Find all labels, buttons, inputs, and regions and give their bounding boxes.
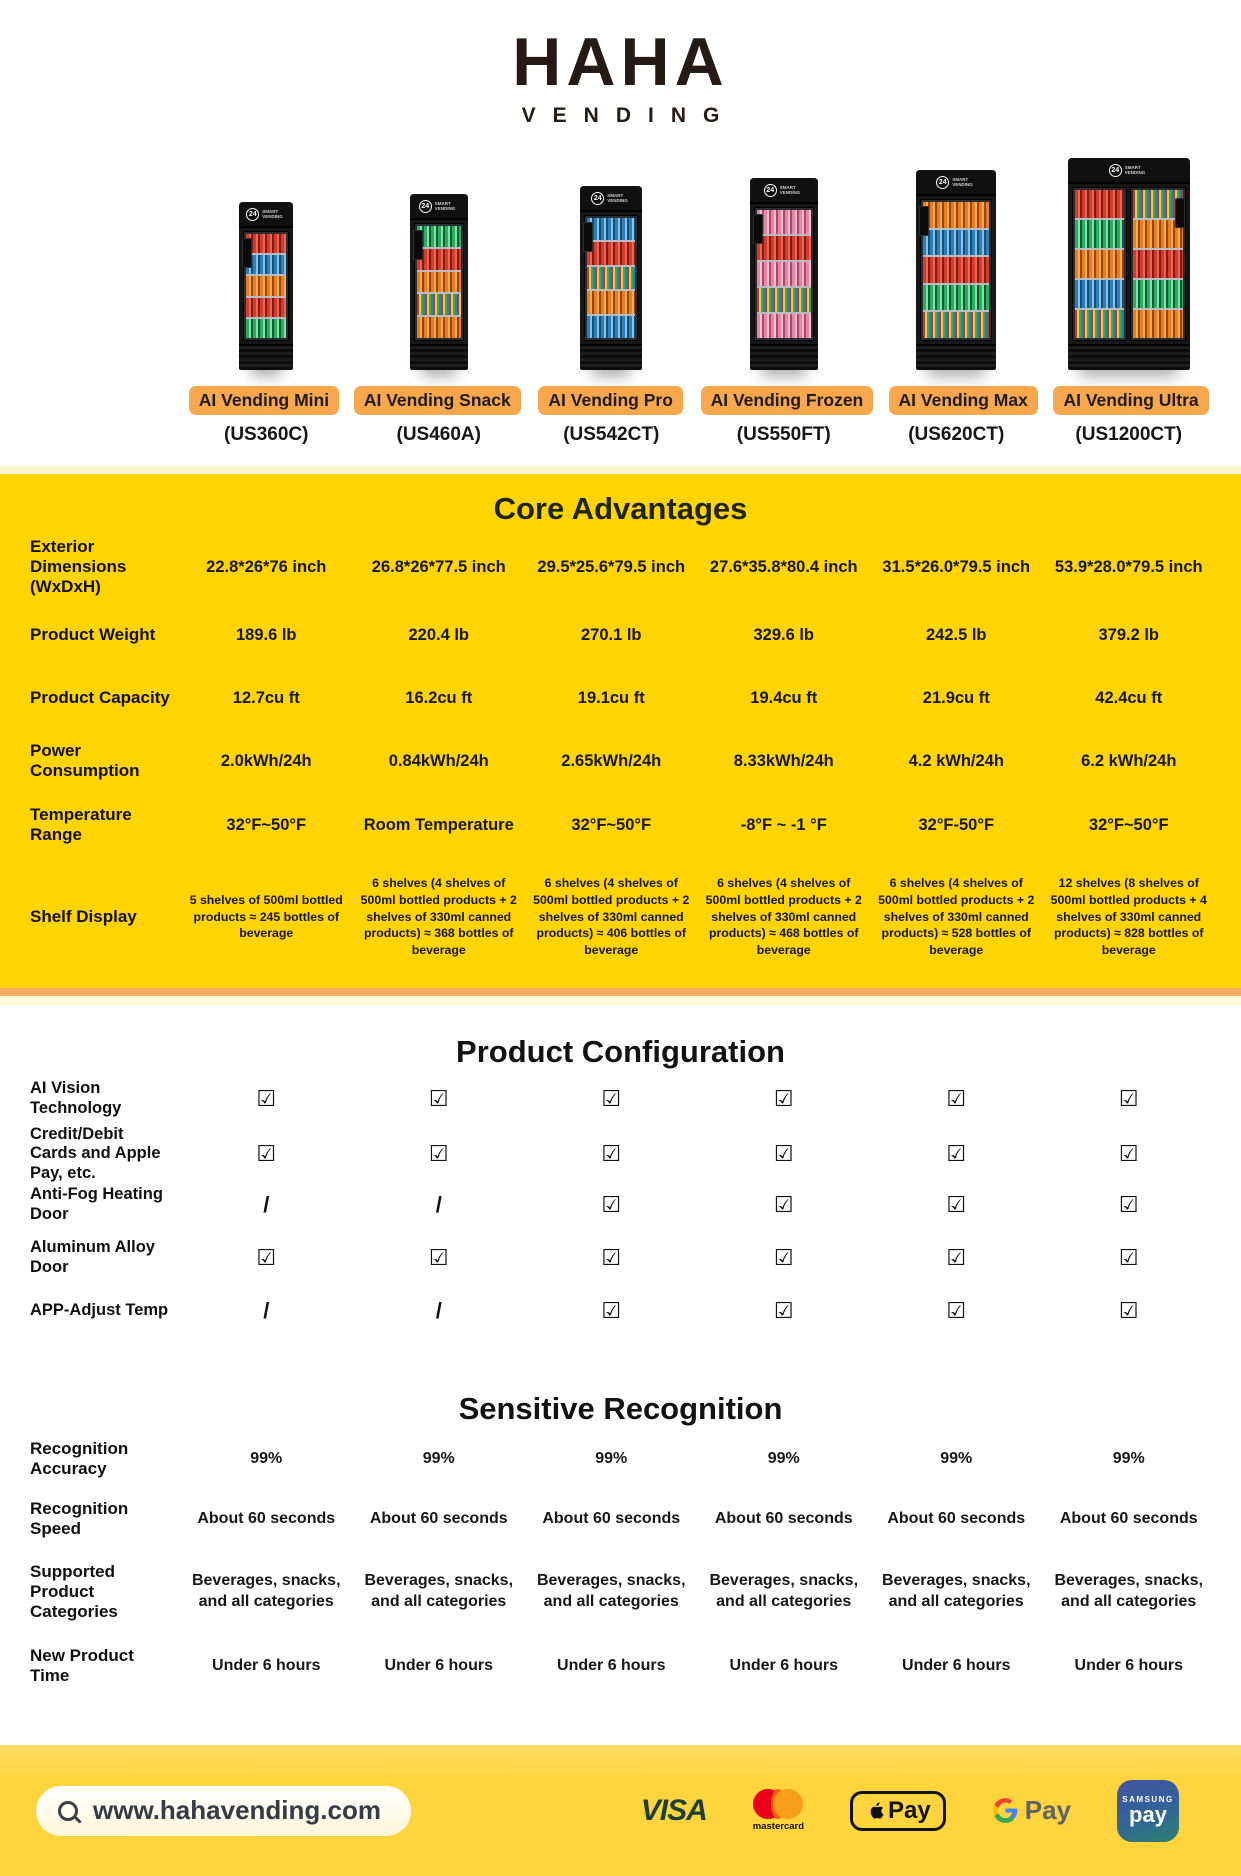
checkbox-checked-icon: ☑ [946, 1085, 967, 1111]
not-available-slash: / [263, 1297, 270, 1323]
row-label: Supported Product Categories [30, 1561, 118, 1622]
vending-machine-frozen-image [750, 178, 818, 370]
machine-screen [1175, 198, 1185, 228]
brand-logo-subtext: VENDING [521, 104, 737, 127]
product-names-row [0, 386, 1241, 415]
spec-value: 26.8*26*77.5 inch [371, 557, 506, 576]
not-available-slash: / [263, 1191, 270, 1217]
row-label: Anti-Fog Heating Door [30, 1185, 163, 1223]
machine-base [239, 344, 293, 370]
checkbox-checked-icon: ☑ [428, 1244, 449, 1270]
machine-screen [919, 206, 929, 236]
machine-base [916, 344, 996, 370]
spec-value: 6 shelves (4 shelves of 500ml bottled products + 2 shelves of 330ml canned products) ≈ 406 bottles of beverage [533, 875, 690, 958]
shelf-products [1133, 250, 1183, 280]
checkbox-checked-icon: ☑ [1118, 1244, 1139, 1270]
machines-row [0, 128, 1241, 370]
spec-value: 270.1 lb [580, 625, 642, 644]
shelf-products [246, 298, 286, 319]
spec-value: 99% [767, 1450, 800, 1467]
product-model: (US460A) [396, 424, 481, 445]
spec-value: 220.4 lb [408, 625, 470, 644]
shelf-products [1075, 220, 1125, 250]
vending-machine-ultra-image [1068, 158, 1190, 370]
product-configuration-title: Product Configuration [456, 1034, 785, 1069]
product-configuration-section [0, 1032, 1241, 1337]
spec-value: 329.6 lb [753, 625, 815, 644]
spec-value: 12.7cu ft [232, 688, 300, 707]
spec-value: 242.5 lb [925, 625, 987, 644]
shelf-products [1075, 280, 1125, 310]
spec-value: 12 shelves (8 shelves of 500ml bottled products + 4 shelves of 330ml canned products) ≈ 828 bottles of beverage [1050, 875, 1207, 958]
badge-text: SMART VENDING [779, 184, 801, 195]
shelf-products [1133, 280, 1183, 310]
spec-value: Under 6 hours [729, 1657, 838, 1674]
spec-value: 27.6*35.8*80.4 inch [709, 557, 858, 576]
spec-value: About 60 seconds [887, 1510, 1026, 1527]
product-name-max: AI Vending Max [889, 386, 1038, 415]
row-label: Recognition Speed [30, 1498, 129, 1538]
not-available-slash: / [435, 1297, 442, 1323]
payment-logos [641, 1780, 1179, 1842]
row-label: Product Weight [30, 624, 156, 644]
product-models-row [0, 424, 1241, 446]
24h-badge-icon: 24 [936, 176, 949, 189]
config-row-aluminum-door [0, 1231, 1241, 1284]
badge-text: SMART VENDING [262, 208, 283, 219]
google-pay-logo [992, 1795, 1071, 1826]
spec-value: About 60 seconds [197, 1510, 336, 1527]
spec-value: 42.4cu ft [1095, 688, 1163, 707]
apple-pay-logo [850, 1791, 946, 1831]
not-available-slash: / [435, 1191, 442, 1217]
machine-glass [754, 207, 814, 341]
apple-pay-text: Pay [888, 1796, 931, 1824]
checkbox-checked-icon: ☑ [946, 1191, 967, 1217]
spec-value: Beverages, snacks, and all categories [881, 1572, 1031, 1610]
machine-base [410, 344, 468, 370]
config-row-cards [0, 1125, 1241, 1182]
spec-row-dimensions [0, 530, 1241, 604]
product-name-ultra: AI Vending Ultra [1053, 386, 1208, 415]
spec-value: 16.2cu ft [405, 688, 473, 707]
shelf-products [417, 272, 461, 295]
shelf-products [757, 210, 811, 236]
machine-base [1068, 344, 1190, 370]
spec-value: 53.9*28.0*79.5 inch [1054, 557, 1203, 576]
spec-value: 22.8*26*76 inch [206, 557, 327, 576]
footer-bar [0, 1745, 1241, 1876]
search-icon [58, 1801, 78, 1821]
spec-value: 6 shelves (4 shelves of 500ml bottled products + 2 shelves of 330ml canned products) ≈ 468 bottles of beverage [705, 875, 862, 958]
mastercard-wordmark: mastercard [752, 1821, 805, 1832]
shelf-products [587, 316, 635, 338]
spec-row-capacity [0, 666, 1241, 730]
shelf-products [923, 257, 989, 285]
row-label: New Product Time [30, 1645, 134, 1685]
machine-glass [1072, 187, 1128, 341]
checkbox-checked-icon: ☑ [773, 1141, 794, 1167]
vending-machine-max-image [916, 170, 996, 370]
checkbox-checked-icon: ☑ [946, 1297, 967, 1323]
spec-value: Beverages, snacks, and all categories [364, 1572, 514, 1610]
shelf-products [246, 255, 286, 276]
spec-value: 32°F-50°F [918, 815, 995, 834]
checkbox-checked-icon: ☑ [601, 1297, 622, 1323]
checkbox-checked-icon: ☑ [773, 1297, 794, 1323]
spec-value: 2.0kWh/24h [220, 751, 312, 770]
spec-value: 99% [595, 1450, 628, 1467]
spec-value: 6 shelves (4 shelves of 500ml bottled products + 2 shelves of 330ml canned products) ≈ 368 bottles of beverage [360, 875, 517, 958]
spec-value: 31.5*26.0*79.5 inch [882, 557, 1031, 576]
checkbox-checked-icon: ☑ [428, 1141, 449, 1167]
samsung-pay-text: pay [1129, 1802, 1167, 1827]
spec-value: 99% [940, 1450, 973, 1467]
config-row-anti-fog [0, 1178, 1241, 1231]
apple-icon [865, 1800, 884, 1822]
website-url: www.hahavending.com [93, 1795, 381, 1825]
spec-value: About 60 seconds [714, 1510, 853, 1527]
machine-screen [583, 222, 593, 252]
badge-text: SMART VENDING [952, 176, 973, 187]
product-name-pro: AI Vending Pro [538, 386, 682, 415]
spec-row-weight [0, 604, 1241, 666]
24h-badge-icon: 24 [591, 192, 604, 205]
shelf-products [1075, 310, 1125, 338]
mastercard-circles-icon [753, 1789, 803, 1819]
shelf-products [923, 202, 989, 230]
shelf-products [923, 285, 989, 313]
row-label: APP-Adjust Temp [30, 1300, 169, 1319]
spec-value: -8°F ~ -1 °F [740, 815, 827, 834]
row-label: AI Vision Technology [30, 1079, 122, 1117]
spec-value: 29.5*25.6*79.5 inch [537, 557, 686, 576]
shelf-products [757, 262, 811, 288]
spec-value: 19.1cu ft [577, 688, 645, 707]
mastercard-logo [753, 1789, 804, 1832]
vending-machine-snack-image [410, 194, 468, 370]
machine-screen [413, 230, 423, 260]
core-advantages-title: Core Advantages [493, 491, 748, 526]
spec-value: Beverages, snacks, and all categories [1054, 1572, 1204, 1610]
sensitive-recognition-section [0, 1389, 1241, 1697]
spec-value: 2.65kWh/24h [561, 751, 662, 770]
machine-header [750, 178, 818, 204]
checkbox-checked-icon: ☑ [601, 1141, 622, 1167]
product-name-mini: AI Vending Mini [189, 386, 339, 415]
recognition-row-speed [0, 1489, 1241, 1549]
spec-value: 189.6 lb [235, 625, 297, 644]
machine-header [1068, 158, 1190, 184]
visa-logo: VISA [640, 1793, 707, 1827]
spec-value: About 60 seconds [1059, 1510, 1198, 1527]
spec-row-power [0, 730, 1241, 792]
shelf-products [246, 319, 286, 338]
spec-value: 19.4cu ft [750, 688, 818, 707]
vending-machine-pro-image [580, 186, 642, 370]
recognition-row-accuracy [0, 1429, 1241, 1489]
samsung-pay-logo [1117, 1780, 1179, 1842]
brand-logo-text: HAHA [512, 24, 729, 100]
checkbox-checked-icon: ☑ [256, 1244, 277, 1270]
row-label: Product Capacity [30, 687, 170, 707]
vending-machine-mini-image [239, 202, 293, 370]
product-model: (US620CT) [908, 424, 1005, 445]
checkbox-checked-icon: ☑ [773, 1085, 794, 1111]
checkbox-checked-icon: ☑ [601, 1085, 622, 1111]
machine-screen [242, 238, 252, 268]
divider [0, 466, 1241, 474]
row-label: Aluminum Alloy Door [30, 1238, 155, 1276]
sensitive-recognition-title: Sensitive Recognition [458, 1391, 783, 1426]
spec-value: Under 6 hours [1074, 1657, 1183, 1674]
shelf-products [587, 218, 635, 242]
badge-text: SMART VENDING [1124, 164, 1146, 175]
spec-value: About 60 seconds [369, 1510, 508, 1527]
checkbox-checked-icon: ☑ [1118, 1191, 1139, 1217]
shelf-products [1075, 250, 1125, 280]
product-name-frozen: AI Vending Frozen [701, 386, 874, 415]
spec-value: 99% [1112, 1450, 1145, 1467]
spec-value: 4.2 kWh/24h [908, 751, 1004, 770]
shelf-products [417, 226, 461, 249]
shelf-products [587, 242, 635, 266]
row-label: Exterior Dimensions (WxDxH) [30, 536, 127, 597]
row-label: Temperature Range [30, 804, 132, 844]
spec-row-shelf-display [0, 858, 1241, 976]
checkbox-checked-icon: ☑ [946, 1244, 967, 1270]
checkbox-checked-icon: ☑ [1118, 1085, 1139, 1111]
row-label: Shelf Display [30, 906, 137, 926]
checkbox-checked-icon: ☑ [256, 1085, 277, 1111]
spec-value: 8.33kWh/24h [733, 751, 834, 770]
spec-value: Beverages, snacks, and all categories [536, 1572, 686, 1610]
google-pay-text: Pay [1024, 1795, 1071, 1825]
machine-glass [920, 199, 992, 341]
checkbox-checked-icon: ☑ [601, 1244, 622, 1270]
recognition-row-categories [0, 1549, 1241, 1635]
row-label: Recognition Accuracy [30, 1438, 129, 1478]
shelf-products [246, 276, 286, 297]
shelf-products [923, 230, 989, 258]
product-model: (US542CT) [563, 424, 660, 445]
shelf-products [1075, 190, 1125, 220]
shelf-products [587, 291, 635, 315]
divider [0, 996, 1241, 1006]
product-model: (US360C) [224, 424, 309, 445]
spec-value: 6.2 kWh/24h [1081, 751, 1177, 770]
spec-value: 32°F~50°F [571, 815, 652, 834]
recognition-row-new-product-time [0, 1635, 1241, 1697]
brand-logo [0, 0, 1241, 128]
spec-value: 21.9cu ft [922, 688, 990, 707]
product-model: (US1200CT) [1075, 424, 1183, 445]
shelf-products [417, 249, 461, 272]
machine-header [916, 170, 996, 196]
spec-row-temperature [0, 792, 1241, 858]
machine-header [580, 186, 642, 212]
google-g-icon [992, 1797, 1019, 1824]
core-advantages-section [0, 474, 1241, 988]
checkbox-checked-icon: ☑ [773, 1244, 794, 1270]
shelf-products [923, 312, 989, 338]
24h-badge-icon: 24 [764, 184, 777, 197]
divider [0, 988, 1241, 996]
spec-value: 5 shelves of 500ml bottled products ≈ 245 bottles of beverage [189, 892, 343, 941]
24h-badge-icon: 24 [419, 200, 432, 213]
checkbox-checked-icon: ☑ [773, 1191, 794, 1217]
shelf-products [587, 267, 635, 291]
row-label: Credit/Debit Cards and Apple Pay, etc. [30, 1125, 161, 1182]
checkbox-checked-icon: ☑ [1118, 1297, 1139, 1323]
shelf-products [1133, 310, 1183, 338]
shelf-products [246, 234, 286, 255]
spec-value: 99% [422, 1450, 455, 1467]
row-label: Power Consumption [30, 740, 140, 780]
checkbox-checked-icon: ☑ [1118, 1141, 1139, 1167]
checkbox-checked-icon: ☑ [428, 1085, 449, 1111]
checkbox-checked-icon: ☑ [256, 1141, 277, 1167]
spec-value: Beverages, snacks, and all categories [191, 1572, 341, 1610]
config-row-app-adjust-temp [0, 1284, 1241, 1337]
badge-text: SMART VENDING [607, 192, 628, 203]
product-name-snack: AI Vending Snack [354, 386, 521, 415]
machine-base [580, 344, 642, 370]
checkbox-checked-icon: ☑ [946, 1141, 967, 1167]
shelf-products [417, 317, 461, 338]
spec-value: Room Temperature [363, 815, 514, 834]
spec-value: Beverages, snacks, and all categories [709, 1572, 859, 1610]
24h-badge-icon: 24 [246, 208, 259, 221]
spec-value: Under 6 hours [212, 1657, 321, 1674]
24h-badge-icon: 24 [1109, 164, 1122, 177]
samsung-wordmark: SAMSUNG [1122, 1795, 1174, 1804]
badge-text: SMART VENDING [434, 200, 456, 211]
spec-value: 0.84kWh/24h [388, 751, 489, 770]
product-model: (US550FT) [736, 424, 831, 445]
machine-base [750, 344, 818, 370]
machine-header [239, 202, 293, 228]
config-row-ai-vision [0, 1072, 1241, 1125]
shelf-products [757, 314, 811, 338]
spec-value: Under 6 hours [384, 1657, 493, 1674]
spec-value: 379.2 lb [1098, 625, 1160, 644]
spec-value: Under 6 hours [557, 1657, 666, 1674]
shelf-products [757, 288, 811, 314]
spec-value: 32°F~50°F [1088, 815, 1169, 834]
shelf-products [417, 294, 461, 317]
spec-value: 32°F~50°F [226, 815, 307, 834]
checkbox-checked-icon: ☑ [601, 1191, 622, 1217]
machine-screen [753, 214, 763, 244]
spec-value: About 60 seconds [542, 1510, 681, 1527]
website-pill[interactable] [36, 1786, 411, 1836]
spec-value: Under 6 hours [902, 1657, 1011, 1674]
spec-value: 6 shelves (4 shelves of 500ml bottled products + 2 shelves of 330ml canned products) ≈ 528 bottles of beverage [878, 875, 1035, 958]
spec-value: 99% [250, 1450, 283, 1467]
shelf-products [757, 236, 811, 262]
machine-header [410, 194, 468, 220]
